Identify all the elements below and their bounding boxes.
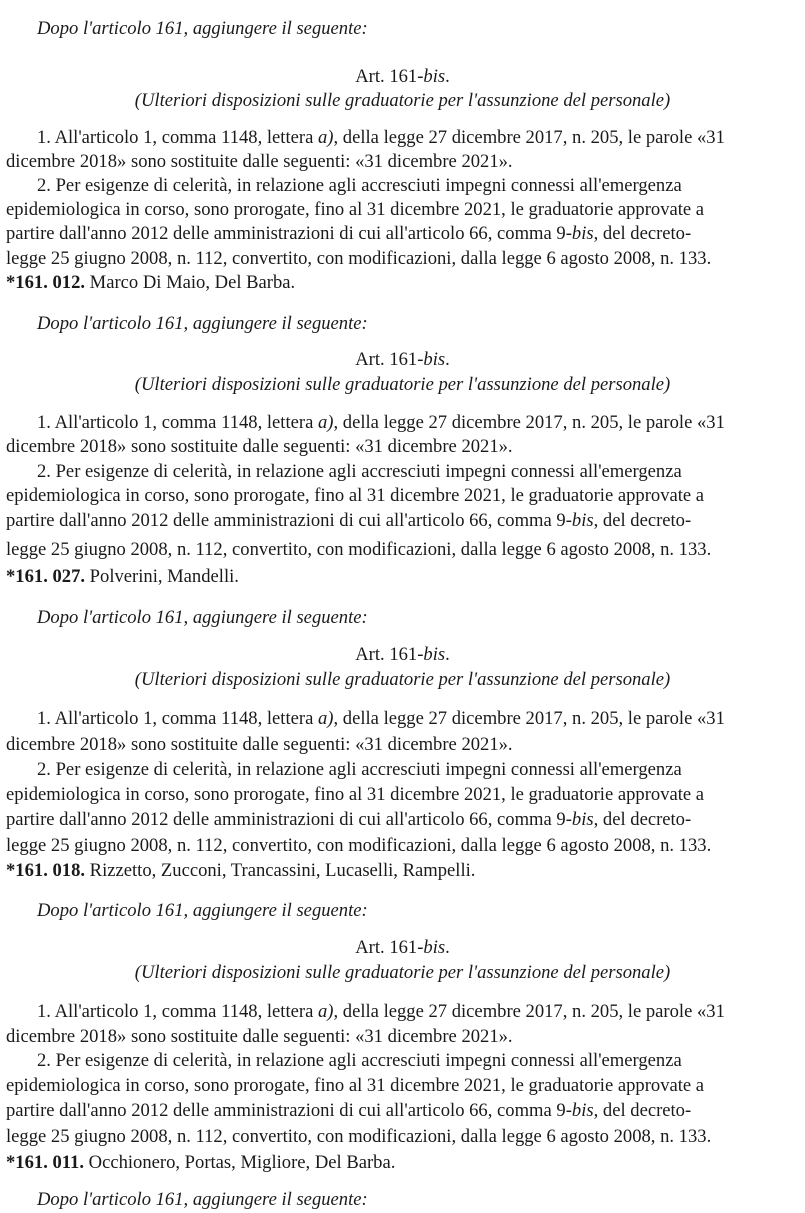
text-run-italic: a) — [317, 1001, 334, 1022]
paragraph-2-line-3 — [6, 808, 691, 833]
paragraph-2-line-2: epidemiologica in corso, sono prorogate, fino al 31 dicembre 2021, le graduatorie approvate a — [6, 199, 705, 220]
paragraph-2-line-3 — [6, 222, 691, 247]
article-title-bis: bis — [423, 937, 446, 958]
text-run: , del decreto- — [593, 223, 692, 244]
article-title-prefix: Art. 161- — [355, 937, 424, 958]
text-run-italic: bis — [571, 809, 594, 830]
text-run: partire dall'anno 2012 delle amministrazioni di cui all'articolo 66, comma 9- — [6, 809, 572, 830]
text-run: , della legge 27 dicembre 2017, n. 205, le parole «31 — [333, 412, 725, 433]
paragraph-2-line-3 — [6, 1099, 691, 1124]
paragraph-2-line-1: 2. Per esigenze di celerità, in relazione agli accresciuti impegni connessi all'emergenza — [37, 1050, 682, 1071]
text-run: 1. All'articolo 1, comma 1148, lettera — [37, 1001, 318, 1022]
text-run: partire dall'anno 2012 delle amministrazioni di cui all'articolo 66, comma 9- — [6, 1100, 572, 1121]
article-title-end: . — [445, 66, 450, 87]
signatories — [6, 859, 475, 884]
paragraph-1-line-1 — [37, 707, 725, 732]
paragraph-2-line-1: 2. Per esigenze di celerità, in relazione agli accresciuti impegni connessi all'emergenza — [37, 461, 682, 482]
text-run: 1. All'articolo 1, comma 1148, lettera — [37, 127, 318, 148]
article-title-bis: bis — [423, 349, 446, 370]
signatory-names: Rizzetto, Zucconi, Trancassini, Lucaselli, Rampelli. — [85, 860, 476, 881]
text-run: , del decreto- — [593, 1100, 692, 1121]
signatory-names: Occhionero, Portas, Migliore, Del Barba. — [84, 1152, 396, 1173]
text-run-italic: bis — [571, 1100, 594, 1121]
amendment-intro: Dopo l'articolo 161, aggiungere il seguente: — [37, 18, 368, 39]
paragraph-1-line-2: dicembre 2018» sono sostituite dalle seguenti: «31 dicembre 2021». — [6, 436, 513, 457]
article-subtitle: (Ulteriori disposizioni sulle graduatorie per l'assunzione del personale) — [134, 90, 671, 111]
article-title — [0, 348, 805, 373]
signatories — [6, 1151, 395, 1176]
paragraph-2-line-4: legge 25 giugno 2008, n. 112, convertito, con modificazioni, dalla legge 6 agosto 2008, n. 133. — [6, 1126, 712, 1147]
article-subtitle: (Ulteriori disposizioni sulle graduatorie per l'assunzione del personale) — [134, 669, 671, 690]
amendment-number: *161. 018. — [6, 860, 86, 881]
amendment-number: *161. 027. — [6, 566, 86, 587]
text-run-italic: a) — [317, 708, 334, 729]
text-run-italic: a) — [317, 412, 334, 433]
paragraph-2-line-2: epidemiologica in corso, sono prorogate, fino al 31 dicembre 2021, le graduatorie approvate a — [6, 485, 705, 506]
article-subtitle: (Ulteriori disposizioni sulle graduatorie per l'assunzione del personale) — [134, 374, 671, 395]
paragraph-1-line-1 — [37, 411, 725, 436]
article-title-prefix: Art. 161- — [355, 644, 424, 665]
article-title-bis: bis — [423, 66, 446, 87]
article-title — [0, 936, 805, 961]
amendment-intro: Dopo l'articolo 161, aggiungere il seguente: — [37, 313, 368, 334]
paragraph-2-line-4: legge 25 giugno 2008, n. 112, convertito, con modificazioni, dalla legge 6 agosto 2008, n. 133. — [6, 539, 712, 560]
text-run: , della legge 27 dicembre 2017, n. 205, le parole «31 — [333, 708, 725, 729]
article-subtitle: (Ulteriori disposizioni sulle graduatorie per l'assunzione del personale) — [134, 962, 671, 983]
paragraph-1-line-1 — [37, 126, 725, 151]
text-run: , della legge 27 dicembre 2017, n. 205, le parole «31 — [333, 127, 725, 148]
article-title-end: . — [445, 349, 450, 370]
amendment-number: *161. 011. — [6, 1152, 84, 1173]
article-title-prefix: Art. 161- — [355, 349, 424, 370]
text-run: , del decreto- — [593, 510, 692, 531]
paragraph-2-line-4: legge 25 giugno 2008, n. 112, convertito, con modificazioni, dalla legge 6 agosto 2008, n. 133. — [6, 835, 712, 856]
article-title-bis: bis — [423, 644, 446, 665]
article-title — [0, 643, 805, 668]
text-run: partire dall'anno 2012 delle amministrazioni di cui all'articolo 66, comma 9- — [6, 223, 572, 244]
signatory-names: Marco Di Maio, Del Barba. — [85, 272, 296, 293]
signatory-names: Polverini, Mandelli. — [85, 566, 239, 587]
article-title-prefix: Art. 161- — [355, 66, 424, 87]
text-run: 1. All'articolo 1, comma 1148, lettera — [37, 412, 318, 433]
signatories — [6, 565, 239, 590]
text-run: , del decreto- — [593, 809, 692, 830]
amendment-intro-trailing: Dopo l'articolo 161, aggiungere il seguente: — [37, 1189, 368, 1210]
signatories — [6, 271, 295, 296]
article-title-end: . — [445, 644, 450, 665]
article-title — [0, 65, 805, 90]
paragraph-2-line-1: 2. Per esigenze di celerità, in relazione agli accresciuti impegni connessi all'emergenza — [37, 759, 682, 780]
text-run: 1. All'articolo 1, comma 1148, lettera — [37, 708, 318, 729]
text-run: partire dall'anno 2012 delle amministrazioni di cui all'articolo 66, comma 9- — [6, 510, 572, 531]
paragraph-2-line-4: legge 25 giugno 2008, n. 112, convertito, con modificazioni, dalla legge 6 agosto 2008, n. 133. — [6, 248, 712, 269]
amendment-number: *161. 012. — [6, 272, 86, 293]
amendment-intro: Dopo l'articolo 161, aggiungere il seguente: — [37, 607, 368, 628]
paragraph-1-line-2: dicembre 2018» sono sostituite dalle seguenti: «31 dicembre 2021». — [6, 734, 513, 755]
paragraph-1-line-2: dicembre 2018» sono sostituite dalle seguenti: «31 dicembre 2021». — [6, 1026, 513, 1047]
text-run-italic: bis — [571, 223, 594, 244]
paragraph-1-line-2: dicembre 2018» sono sostituite dalle seguenti: «31 dicembre 2021». — [6, 151, 513, 172]
amendment-intro: Dopo l'articolo 161, aggiungere il seguente: — [37, 900, 368, 921]
paragraph-2-line-2: epidemiologica in corso, sono prorogate, fino al 31 dicembre 2021, le graduatorie approvate a — [6, 784, 705, 805]
paragraph-1-line-1 — [37, 1000, 725, 1025]
paragraph-2-line-3 — [6, 509, 691, 534]
paragraph-2-line-1: 2. Per esigenze di celerità, in relazione agli accresciuti impegni connessi all'emergenza — [37, 175, 682, 196]
text-run: , della legge 27 dicembre 2017, n. 205, le parole «31 — [333, 1001, 725, 1022]
article-title-end: . — [445, 937, 450, 958]
paragraph-2-line-2: epidemiologica in corso, sono prorogate, fino al 31 dicembre 2021, le graduatorie approvate a — [6, 1075, 705, 1096]
text-run-italic: bis — [571, 510, 594, 531]
text-run-italic: a) — [317, 127, 334, 148]
